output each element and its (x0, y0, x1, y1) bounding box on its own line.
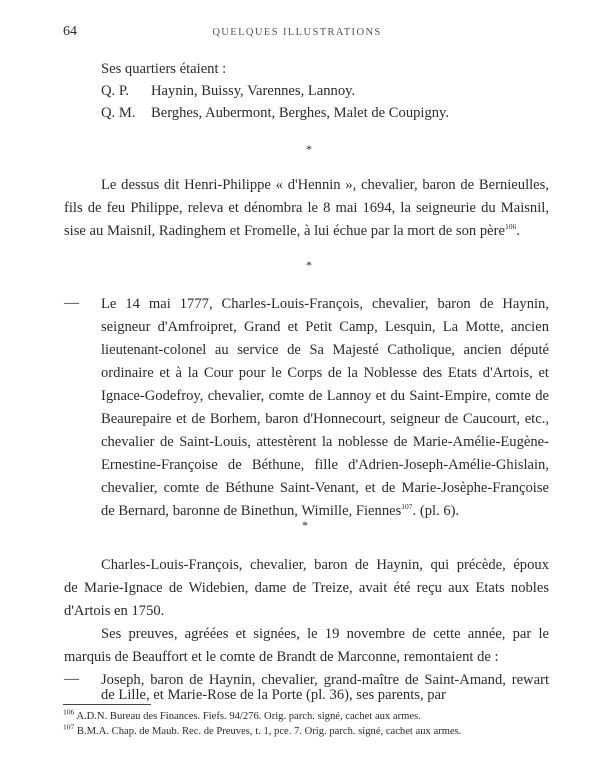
qp-text: Haynin, Buissy, Varennes, Lannoy. (151, 83, 356, 99)
footnote-ref: 107 (401, 502, 413, 512)
para2-line: chevalier, comte de Béthune Saint-Venant, et de Marie-Josèphe-Françoise (101, 480, 549, 496)
para1-line: Le dessus dit Henri-Philippe « d'Hennin », chevalier, baron de Bernieulles, (101, 177, 549, 193)
footnote-rule (63, 704, 151, 705)
separator-star: * (306, 142, 312, 156)
qp-label: Q. P. (101, 83, 129, 99)
para2-tail: . (pl. 6). (412, 503, 460, 519)
para2-line: Beaurepaire et de Borhem, baron d'Honnecourt, seigneur de Caucourt, etc., (101, 411, 549, 427)
quarters-intro: Ses quartiers étaient : (101, 61, 227, 77)
para2-line: lieutenant-colonel au service de Sa Majesté Catholique, ancien député (101, 342, 549, 358)
para1-line-last: sise au Maisnil, Radinghem et Fromelle, à lui échue par la mort de son père$^{106}$. (64, 222, 520, 239)
footnote-106 (63, 707, 421, 723)
footnote-text: A.D.N. Bureau des Finances. Fiefs. 94/276. Orig. parch. signé, cachet aux armes. (76, 711, 421, 722)
separator-star: * (302, 518, 308, 532)
para5-line: Joseph, baron de Haynin, chevalier, grand-maître de Saint-Amand, rewart (101, 672, 549, 688)
para2-line: Ernestine-Françoise de Béthune, fille d'Adrien-Joseph-Amélie-Ghislain, (101, 457, 549, 473)
para3-line: d'Artois en 1750. (64, 603, 165, 619)
para3-line: Charles-Louis-François, chevalier, baron de Haynin, qui précède, époux (101, 557, 549, 573)
para4-line: marquis de Beauffort et le comte de Brandt de Marconne, remontaient de : (64, 649, 499, 665)
para3-line: de Marie-Ignace de Widebien, dame de Treize, avait été reçu aux Etats nobles (64, 580, 549, 596)
para2-line-last (101, 502, 459, 520)
para2-text: de Bernard, baronne de Binethun, Wimille, Fiennes (101, 503, 402, 519)
qm-label: Q. M. (101, 105, 136, 121)
para2-line: chevalier de Saint-Louis, attestèrent la noblesse de Marie-Amélie-Eugène- (101, 434, 549, 450)
footnote-number: 107 (63, 722, 75, 732)
para1-text: sise au Maisnil, Radinghem et Fromelle, à lui échue par la mort de son père (64, 223, 505, 239)
qm-text: Berghes, Aubermont, Berghes, Malet de Coupigny. (151, 105, 450, 121)
para2-line: ordinaire et à la Cour pour le Corps de la Noblesse des Etats d'Artois, et (101, 365, 549, 381)
footnote-107 (63, 722, 462, 738)
page-number: 64 (63, 24, 77, 39)
em-dash: — (64, 295, 79, 311)
footnote-text: B.M.A. Chap. de Maub. Rec. de Preuves, t. 1, pce. 7. Orig. parch. signé, cachet aux armes. (76, 726, 462, 737)
separator-star: * (306, 258, 312, 272)
footnote-ref: 106 (504, 222, 517, 232)
para2-line: Ignace-Godefroy, chevalier, comte de Lannoy et du Saint-Empire, comte de (101, 388, 549, 404)
running-title: QUELQUES ILLUSTRATIONS (212, 27, 382, 38)
para1-line: fils de feu Philippe, releva et dénombra le 8 mai 1694, la seigneurie du Maisnil, (64, 200, 549, 216)
footnote-number: 106 (63, 707, 75, 717)
em-dash: — (64, 671, 79, 687)
para2-line: Le 14 mai 1777, Charles-Louis-François, chevalier, baron de Haynin, (101, 296, 549, 312)
para5-line: de Lille, et Marie-Rose de la Porte (pl. 36), ses parents, par (101, 687, 446, 703)
para4-line: Ses preuves, agréées et signées, le 19 novembre de cette année, par le (101, 626, 549, 642)
para2-line: seigneur d'Amfroipret, Grand et Petit Camp, Lesquin, La Motte, ancien (101, 319, 549, 335)
